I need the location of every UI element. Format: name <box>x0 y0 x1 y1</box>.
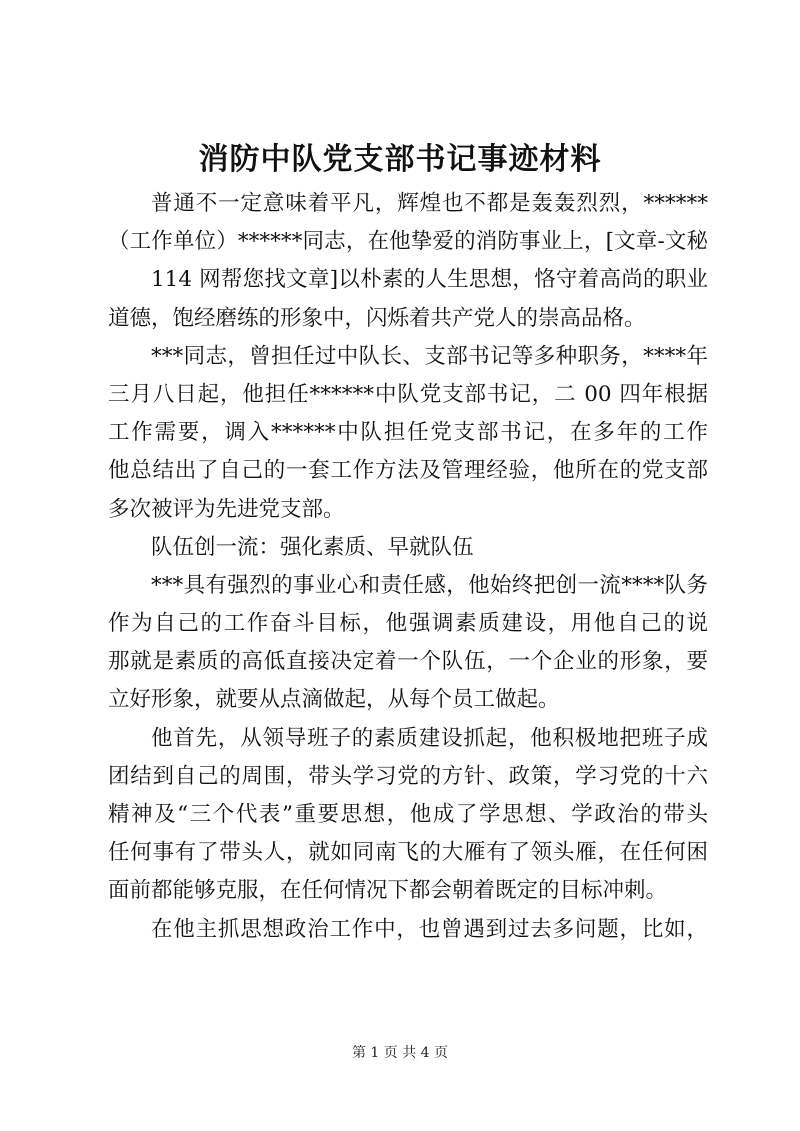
document-body <box>108 185 708 949</box>
paragraph-line: 团结到自己的周围，带头学习党的方针、政策，学习党的十六 <box>108 763 708 789</box>
paragraph-line: 多次被评为先进党支部。 <box>108 496 345 522</box>
paragraph-line: 任何事有了带头人，就如同南飞的大雁有了领头雁，在任何困 <box>108 840 708 866</box>
paragraph-line: 立好形象，就要从点滴做起，从每个员工做起。 <box>108 687 560 713</box>
paragraph-line: （工作单位）******同志，在他挚爱的消防事业上，[文章-文秘 <box>108 229 708 255</box>
section-heading: 队伍创一流：强化素质、早就队伍 <box>151 534 474 560</box>
paragraph-line: 他总结出了自己的一套工作方法及管理经验，他所在的党支部 <box>108 458 708 484</box>
paragraph-line: 道德，饱经磨练的形象中，闪烁着共产党人的崇高品格。 <box>108 305 646 331</box>
paragraph-line: 114 网帮您找文章]以朴素的人生思想，恪守着高尚的职业 <box>151 267 708 293</box>
paragraph-line: 三月八日起，他担任******中队党支部书记，二 00 四年根据 <box>108 381 708 407</box>
paragraph-line: 他首先，从领导班子的素质建设抓起，他积极地把班子成 <box>151 725 708 751</box>
paragraph-line: 普通不一定意味着平凡，辉煌也不都是轰轰烈烈，****** <box>151 191 708 216</box>
paragraph-line: ***同志，曾担任过中队长、支部书记等多种职务，****年 <box>151 343 708 369</box>
paragraph-line: 精神及“三个代表”重要思想，他成了学思想、学政治的带头 <box>108 802 708 827</box>
page-footer: 第 1 页 共 4 页 <box>351 1045 449 1061</box>
paragraph-line: 那就是素质的高低直接决定着一个队伍，一个企业的形象，要 <box>108 649 708 675</box>
paragraph-line: 工作需要，调入******中队担任党支部书记，在多年的工作 <box>108 420 708 446</box>
paragraph-line: ***具有强烈的事业心和责任感，他始终把创一流****队务 <box>151 572 708 598</box>
paragraph-line: 面前都能够克服，在任何情况下都会朝着既定的目标冲刺。 <box>108 878 668 904</box>
document-title: 消防中队党支部书记事迹材料 <box>198 142 602 177</box>
paragraph-line: 作为自己的工作奋斗目标，他强调素质建设，用他自己的说 <box>108 611 708 637</box>
paragraph-line: 在他主抓思想政治工作中，也曾遇到过去多问题，比如， <box>151 916 708 942</box>
